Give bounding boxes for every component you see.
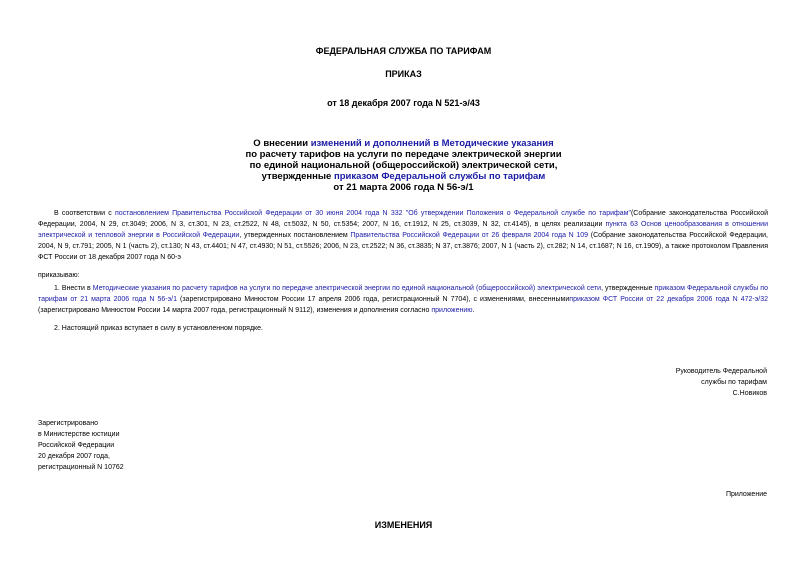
preamble-link-resolution-332[interactable]: постановлением Правительства Российской Федерации от 30 июня 2004 года N 332 "Об утверждении Положения о Федеральной службе по тарифам" <box>114 210 631 217</box>
preamble-text-4: (Собрание законодательства Российской Федерации, 2004, N 9, ст.791; 2005, N 1 (часть 2), ст.130; N 43, ст.4401; N 47, ст.4930; N 51, ст.5526; 2006, N 23, ст.2522; N 36, ст.3835; N 37, ст.3876; 2007, N 1 (часть 2), ст.282; N 14, ст.1687; N 16, ст.1909), а также протоколом Правления ФСТ России от 18 декабря 2007 года N 60-э <box>38 232 768 261</box>
registration-line-2: в Министерстве юстиции <box>38 431 120 438</box>
title-text-4: утвержденные <box>261 171 334 182</box>
registration-line-5: регистрационный N 10762 <box>38 464 124 471</box>
item1-link-appendix[interactable]: приложению <box>431 307 473 314</box>
item1-link-order-56[interactable]: приказом Федеральной службы по тарифам от 21 марта 2006 года N 56-э/1 <box>38 285 768 303</box>
appendix-label: Приложение <box>725 491 767 498</box>
date-number-heading: от 18 декабря 2007 года N 521-э/43 <box>327 98 480 108</box>
order-word: приказываю: <box>38 272 80 279</box>
signature-line-1: Руководитель Федеральной <box>675 368 767 375</box>
item1-link-guidelines[interactable]: Методические указания по расчету тарифов на услуги по передаче электрической энергии по единой национальной (общероссийской) электрической сети <box>92 285 602 292</box>
item1-text-d: (зарегистрировано Минюстом России 14 марта 2007 года, регистрационный N 9112), изменения и дополнения согласно <box>38 307 432 314</box>
item1-text-e: . <box>472 307 475 314</box>
agency-heading: ФЕДЕРАЛЬНАЯ СЛУЖБА ПО ТАРИФАМ <box>315 46 492 56</box>
preamble-link-resolution-109[interactable]: Правительства Российской Федерации от 26 февраля 2004 года N 109 <box>350 232 589 239</box>
title-line-2: по расчету тарифов на услуги по передаче электрической энергии <box>245 149 562 160</box>
changes-heading: ИЗМЕНЕНИЯ <box>374 520 433 530</box>
item1-text-b: , утвержденные <box>601 285 655 292</box>
signature-name: С.Новиков <box>732 390 767 397</box>
doc-type-heading: ПРИКАЗ <box>385 69 422 79</box>
signature-block <box>676 366 767 399</box>
item-1-paragraph <box>38 283 768 316</box>
preamble-text-1: В соответствии с <box>54 210 115 217</box>
title-link-order[interactable]: приказом Федеральной службы по тарифам <box>333 171 546 182</box>
title-text-1: О внесении <box>253 138 311 149</box>
registration-block <box>38 418 124 473</box>
item1-text-c: (зарегистрировано Минюстом России 17 апреля 2006 года, регистрационный N 7704), с изменениями, внесенными <box>176 296 570 303</box>
item1-text-a: 1. Внести в <box>54 285 93 292</box>
registration-line-1: Зарегистрировано <box>38 420 98 427</box>
document-title <box>150 138 657 193</box>
registration-line-3: Российской Федерации <box>38 442 115 449</box>
title-link-changes[interactable]: изменений и дополнений в Методические указания <box>310 138 554 149</box>
registration-line-4: 20 декабря 2007 года, <box>38 453 110 460</box>
title-line-3: по единой национальной (общероссийской) электрической сети, <box>249 160 558 171</box>
title-line-5: от 21 марта 2006 года N 56-э/1 <box>333 182 474 193</box>
preamble-link-pricing-basics[interactable]: пункта 63 Основ ценообразования в отношении электрической и тепловой энергии в Российской Федерации <box>38 221 768 239</box>
preamble-paragraph <box>38 208 768 263</box>
signature-line-2: службы по тарифам <box>701 379 767 386</box>
item1-link-order-472[interactable]: приказом ФСТ России от 22 декабря 2006 года N 472-э/32 <box>569 296 769 303</box>
preamble-text-2: (Собрание законодательства Российской Федерации, 2004, N 29, ст.3049; 2006, N 3, ст.301, N 23, ст.2522, N 48, ст.5032, N 50, ст.5354; 2007, N 16, ст.1912, N 25, ст.3039, N 32, ст.4145), в целях реализации <box>38 210 769 228</box>
preamble-text-3: , утвержденных постановлением <box>239 232 351 239</box>
item-2-paragraph: 2. Настоящий приказ вступает в силу в установленном порядке. <box>54 325 264 332</box>
